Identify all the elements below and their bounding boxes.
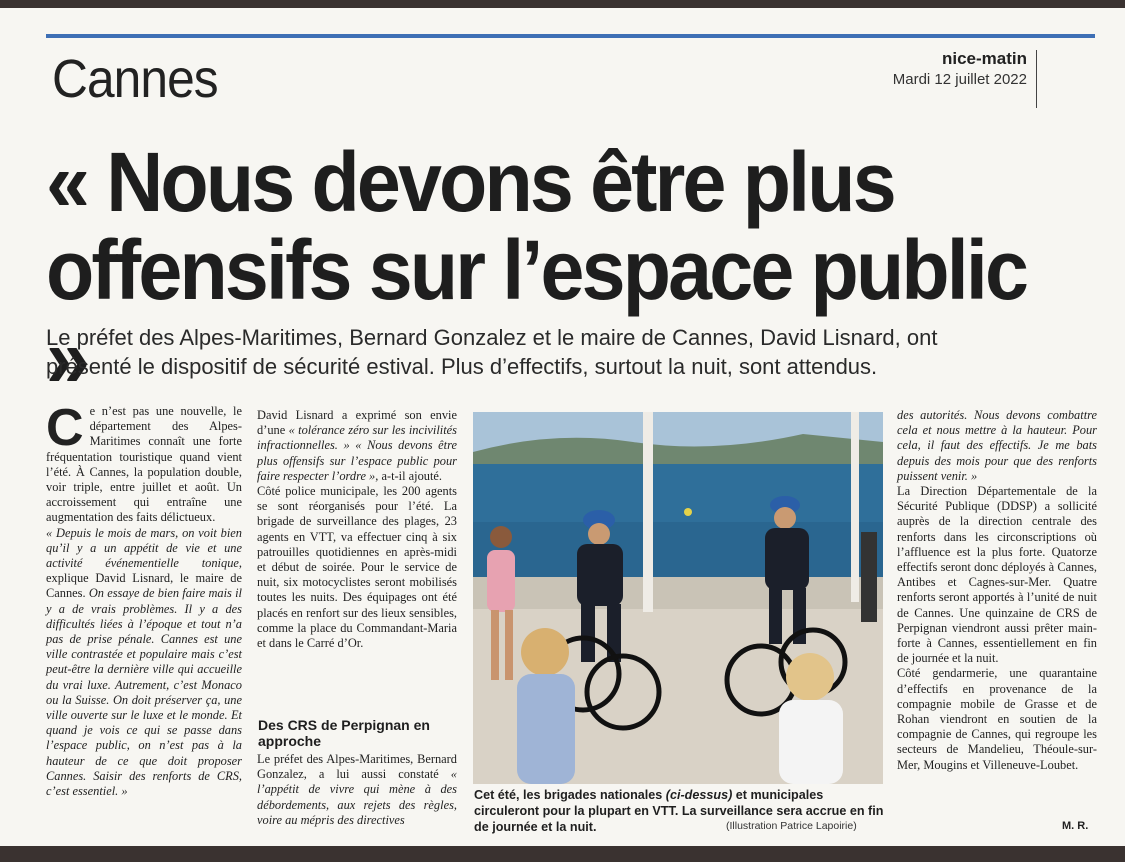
- signature: M. R.: [1062, 820, 1089, 832]
- column-1: [46, 399, 242, 799]
- quote-lisnard-cont: On essaye de bien faire mais il y a de vrais problèmes. Il y a des difficultés liées à l’époque et tout n’a pas de prise pénale. Cannes est une ville contrastée et populaire mais c’est peut-être la dernière ville qui accueille du vrai luxe. Autrement, c’est Monaco ou la Suisse. On doit préserver ça, une ville ouverte sur le luxe et le monde. Et quand je vois ce qui se passe dans l’espace public, on n’est pas à la hauteur de ce que doit proposer Cannes. Saisir des renforts de CRS, c’est essentiel. »: [46, 586, 242, 799]
- paper-name: nice-matin: [941, 49, 1027, 68]
- standfirst: [46, 323, 1096, 381]
- standfirst-line-1: Le préfet des Alpes-Maritimes, Bernard Gonzalez et le maire de Cannes, David Lisnard, ont: [46, 325, 938, 350]
- standfirst-line-2: présenté le dispositif de sécurité estival. Plus d’effectifs, surtout la nuit, sont attendus.: [46, 354, 878, 379]
- caption-part-3: et municipales circuleront pour la plupart en VTT. La surveillance sera accrue en fin de journée et la nuit.: [474, 788, 884, 834]
- bottom-frame: [0, 846, 1125, 862]
- col2-p3-quote: « l’appétit de vivre qui mène à des débordements, aux rejets des règles, voire au mépris des directives: [257, 767, 457, 827]
- col3-paragraph-1: des autorités. Nous devons combattre cela et nous mettre à la hauteur. Pour cela, il faut des effectifs. Je me bats depuis des mois pour que des renforts puissent venir. »: [897, 408, 1097, 483]
- col2-paragraph-3: [257, 752, 457, 828]
- column-2-bottom: [257, 752, 457, 828]
- column-3: [897, 408, 1097, 773]
- col2-p1-end: , a-t-il ajouté.: [375, 468, 443, 483]
- col2-p3-text: Le préfet des Alpes-Maritimes, Bernard Gonzalez, a lui aussi constaté: [257, 752, 457, 782]
- col3-paragraph-2: La Direction Départementale de la Sécurité Publique (DDSP) a sollicité auprès de la direction centrale des renforts dans les circonscriptions où l’affluence est la plus forte. Quatorze effectifs seront donc déployés à Cannes, Antibes et Cagnes-sur-Mer. Quatre renforts seront apportés à l’unité de nuit de Cannes. Une quinzaine de CRS de Perpignan viendront aussi prêter main-forte à Cannes, essentiellement en fin de journée et la nuit.: [897, 484, 1097, 666]
- attribution: , explique David Lisnard, le maire de Cannes.: [46, 556, 242, 601]
- col2-p1-text: David Lisnard a exprimé son envie d’une: [257, 408, 457, 438]
- headline-line-2: offensifs sur l’espace public »: [46, 223, 1027, 405]
- col1-paragraph-2: [46, 526, 242, 800]
- col2-p1-quote: « tolérance zéro sur les incivilités infractionnelles. » « Nous devons être plus offensifs sur l’espace public pour faire respecter l’ordre »: [257, 423, 457, 483]
- header-divider: [1036, 50, 1037, 108]
- subhead: Des CRS de Perpignan en approche: [258, 717, 430, 749]
- drop-cap: C: [46, 399, 84, 457]
- column-2: [257, 408, 457, 651]
- col2-paragraph-1: [257, 408, 457, 484]
- caption-part-2: (ci-dessus): [665, 788, 733, 802]
- newspaper-page: [0, 8, 1125, 846]
- caption-part-1: Cet été, les brigades nationales: [474, 788, 666, 802]
- headline-line-1: « Nous devons être plus: [46, 135, 894, 229]
- col2-paragraph-2: Côté police municipale, les 200 agents se sont réorganisés pour l’été. La brigade de surveillance des plages, 23 agents en VTT, va effectuer cinq à six patrouilles quotidiennes en après-midi et début de soirée. Pour le service de nuit, six motocyclistes seront mobilisés toutes les nuits. Des équipages ont été placés en renfort sur des lieux sensibles, comme la place du Commandant-Maria et dans le Carré d’Or.: [257, 484, 457, 651]
- paper-date: Mardi 12 juillet 2022: [892, 71, 1027, 88]
- top-blue-rule: [46, 34, 1095, 38]
- section-title: Cannes: [52, 49, 218, 109]
- col1-paragraph-1: e n’est pas une nouvelle, le département des Alpes-Maritimes connaît une forte fréquentation touristique quand vient l’été. À Cannes, la population double, voir triple, entre juillet et août. Un accroissement qui entraîne une augmentation des faits délictueux.: [46, 404, 242, 525]
- quote-lisnard: « Depuis le mois de mars, on voit bien qu’il y a un appétit de vie et une activité événementielle tonique: [46, 525, 242, 571]
- col3-paragraph-3: Côté gendarmerie, une quarantaine d’effectifs en provenance de la compagnie mobile de Grasse et de Rohan viendront en soutien de la compagnie de Cannes, qui regroupe les secteurs de Mandelieu, Théoule-sur-Mer, Mougins et Villeneuve-Loubet.: [897, 666, 1097, 772]
- photo-police-bikes: [473, 412, 883, 784]
- photo-illustration: [473, 412, 883, 784]
- photo-credit: (Illustration Patrice Lapoirie): [726, 820, 857, 832]
